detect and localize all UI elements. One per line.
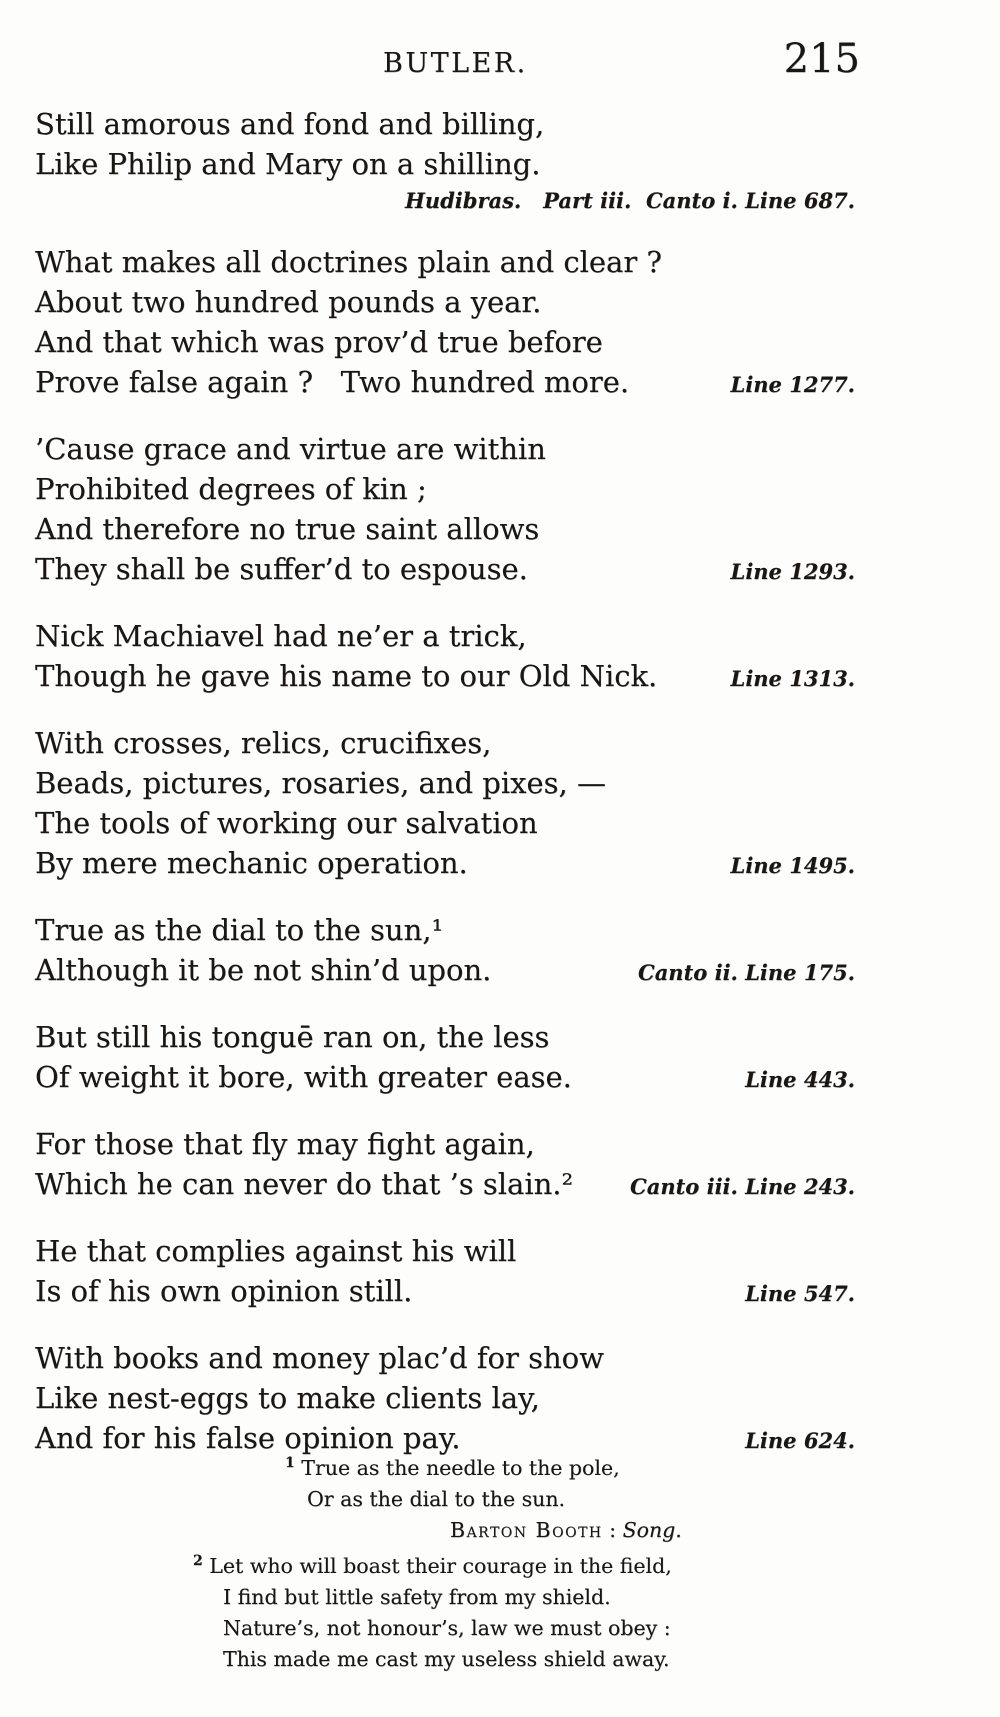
verse-line: What makes all doctrines plain and clear ?: [35, 245, 662, 279]
stanza-10: [35, 1338, 855, 1461]
verse-line: With books and money plac’d for show: [35, 1341, 604, 1375]
stanza-8: [35, 1124, 855, 1207]
citation: Line 1277.: [730, 372, 855, 397]
verse-line: Prohibited degrees of kin ;: [35, 472, 427, 506]
stanza-2: [35, 242, 855, 405]
verse-line-row: [35, 1057, 855, 1100]
verse-line: With crosses, relics, crucifixes,: [35, 726, 492, 760]
citation: Canto iii. Line 243.: [630, 1174, 855, 1199]
footnote-line: [285, 1448, 855, 1484]
footnote-line: Or as the dial to the sun.: [307, 1486, 566, 1511]
footnote-1: [35, 1448, 855, 1546]
verse-line: And for his false opinion pay.: [35, 1421, 461, 1455]
verse-line: And that which was prov’d true before: [35, 325, 603, 359]
stanza-9: [35, 1231, 855, 1314]
verse-line: Nick Machiavel had ne’er a trick,: [35, 619, 527, 653]
verse-line: Which he can never do that ’s slain.²: [35, 1167, 574, 1201]
verse-line: Prove false again ? Two hundred more.: [35, 365, 630, 399]
footnote-marker: 1: [285, 1455, 295, 1471]
verse-line: Although it be not shin’d upon.: [35, 953, 492, 987]
verse-line: Like nest-eggs to make clients lay,: [35, 1381, 540, 1415]
verse-line: Like Philip and Mary on a shilling.: [35, 147, 541, 181]
verse-line: True as the dial to the sun,¹: [35, 913, 444, 947]
verse-line: Is of his own opinion still.: [35, 1274, 413, 1308]
verse-line-row: [35, 1271, 855, 1314]
footnote-attribution: [450, 1515, 855, 1546]
footnote-line: [193, 1546, 855, 1582]
verse-line: And therefore no true saint allows: [35, 512, 540, 546]
page-content: [35, 104, 855, 1485]
footnote-marker: 2: [193, 1552, 203, 1569]
stanza-3: [35, 429, 855, 592]
verse-line: Though he gave his name to our Old Nick.: [35, 659, 658, 693]
verse-line-row: [35, 656, 855, 699]
citation: Line 1313.: [730, 666, 855, 691]
footnote-text: Let who will boast their courage in the field,: [209, 1553, 672, 1578]
verse-line: He that complies against his will: [35, 1234, 517, 1268]
footnote-line: Nature’s, not honour’s, law we must obey :: [223, 1615, 671, 1640]
verse-line-row: [35, 362, 855, 405]
stanza-1: [35, 104, 855, 218]
citation: Line 443.: [745, 1067, 855, 1092]
attribution-work: Song.: [622, 1517, 682, 1542]
verse-line: Still amorous and fond and billing,: [35, 107, 545, 141]
running-head-title: BUTLER.: [383, 48, 528, 79]
verse-line-row: [35, 950, 855, 993]
stanza-4: [35, 616, 855, 699]
citation: Line 1293.: [730, 559, 855, 584]
verse-line: The tools of working our salvation: [35, 806, 538, 840]
verse-line: About two hundred pounds a year.: [35, 285, 542, 319]
verse-line-row: [35, 843, 855, 886]
footnote-line: This made me cast my useless shield away.: [223, 1646, 670, 1671]
running-head: [35, 36, 860, 92]
citation: Canto ii. Line 175.: [637, 960, 855, 985]
page-number: 215: [783, 36, 860, 82]
verse-line: ’Cause grace and virtue are within: [35, 432, 546, 466]
attribution-separator: :: [602, 1517, 623, 1542]
footnote-line: I find but little safety from my shield.: [223, 1584, 611, 1609]
verse-line: Beads, pictures, rosaries, and pixes, —: [35, 766, 606, 800]
attribution-author: Barton Booth: [450, 1517, 603, 1542]
verse-line: They shall be suffer’d to espouse.: [35, 552, 528, 586]
verse-line: But still his tonguē ran on, the less: [35, 1020, 550, 1054]
stanza-6: [35, 910, 855, 993]
verse-line-row: [35, 1164, 855, 1207]
verse-line: By mere mechanic operation.: [35, 846, 468, 880]
citation: Line 547.: [745, 1281, 855, 1306]
verse-line: For those that fly may fight again,: [35, 1127, 535, 1161]
verse-line: Of weight it bore, with greater ease.: [35, 1060, 572, 1094]
stanza-5: [35, 723, 855, 886]
citation: Line 1495.: [730, 853, 855, 878]
footnotes: [35, 1448, 855, 1675]
citation: Line 624.: [745, 1428, 855, 1453]
stanza-7: [35, 1017, 855, 1100]
citation: Hudibras. Part iii. Canto i. Line 687.: [404, 188, 855, 213]
footnote-2: [35, 1546, 855, 1675]
footnote-text: True as the needle to the pole,: [301, 1455, 620, 1480]
verse-line-row: [35, 549, 855, 592]
